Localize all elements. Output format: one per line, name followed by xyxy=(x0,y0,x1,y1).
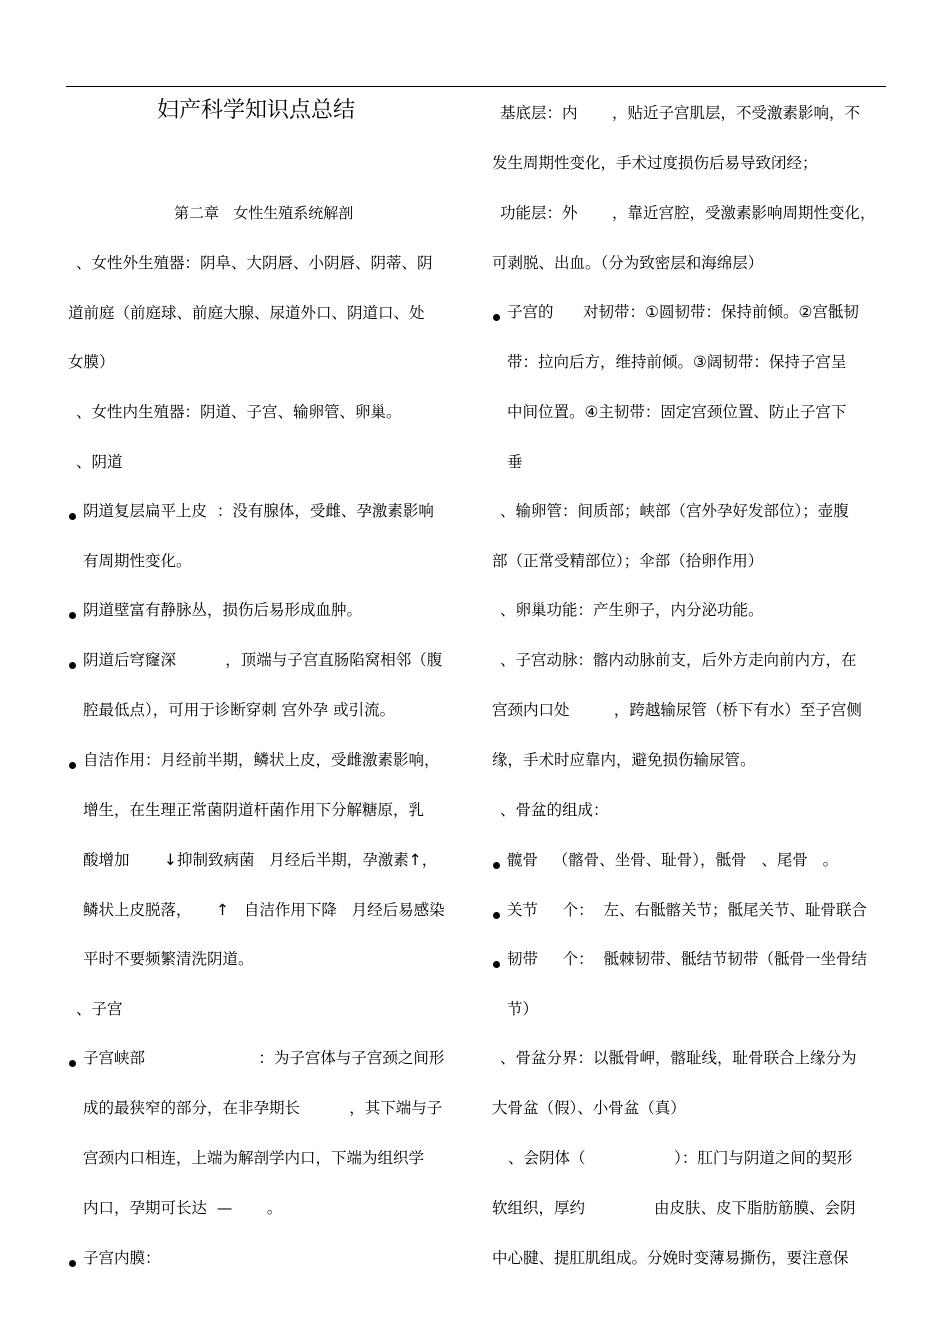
section-heading: 、卵巢功能：产生卵子，内分泌功能。 xyxy=(500,601,764,619)
text-line: 缘，手术时应靠内，避免损伤输尿管。 xyxy=(492,751,756,769)
list-item: 关节 个： 左、右骶髂关节；骶尾关节、耻骨联合 xyxy=(507,901,867,919)
section-heading: 、骨盆分界：以骶骨岬，髂耻线，耻骨联合上缘分为 xyxy=(500,1049,857,1067)
bullet-icon xyxy=(69,612,76,619)
section-heading: 、阴道 xyxy=(76,453,123,471)
list-item: 髋骨 （髂骨、坐骨、耻骨），骶骨 、尾骨 。 xyxy=(507,851,839,869)
list-item-cont: 有周期性变化。 xyxy=(83,552,192,570)
list-item: 子宫峡部 ：为子宫体与子宫颈之间形 xyxy=(83,1049,445,1067)
bullet-icon xyxy=(69,1060,76,1067)
bullet-icon xyxy=(493,862,500,869)
section-heading: 、女性内生殖器：阴道、子宫、输卵管、卵巢。 xyxy=(76,403,402,421)
bullet-icon xyxy=(493,314,500,321)
text-line: 道前庭（前庭球、前庭大腺、尿道外口、阴道口、处 xyxy=(68,304,425,322)
text-line: 中心腱、提肛肌组成。分娩时变薄易撕伤，要注意保 xyxy=(492,1249,849,1267)
list-item: 阴道后穹窿深 ，顶端与子宫直肠陷窝相邻（腹 xyxy=(83,651,443,669)
chapter-heading: 第二章 女性生殖系统解剖 xyxy=(174,204,354,222)
list-item-cont: 中间位置。④主韧带：固定宫颈位置、防止子宫下 xyxy=(507,403,847,421)
list-item-cont: 节） xyxy=(507,1000,539,1018)
text-line: 发生周期性变化，手术过度损伤后易导致闭经； xyxy=(492,154,818,172)
list-item-cont: 鳞状上皮脱落， ↑ 自洁作用下降 月经后易感染 xyxy=(83,901,445,919)
bullet-icon xyxy=(69,1260,76,1267)
list-item: 阴道壁富有静脉丛，损伤后易形成血肿。 xyxy=(83,601,363,619)
bullet-icon xyxy=(69,762,76,769)
text-line: 部（正常受精部位）；伞部（拾卵作用） xyxy=(492,552,764,570)
list-item-cont: 腔最低点），可用于诊断穿刺 宫外孕 或引流。 xyxy=(83,701,396,719)
text-line: 软组织，厚约 由皮肤、皮下脂肪筋膜、会阴 xyxy=(492,1199,856,1217)
page-title: 妇产科学知识点总结 xyxy=(157,98,356,123)
bullet-icon xyxy=(493,961,500,968)
list-item: 韧带 个： 骶棘韧带、骶结节韧带（骶骨一坐骨结 xyxy=(507,950,867,968)
section-heading: 、输卵管：间质部；峡部（宫外孕好发部位）；壶腹 xyxy=(500,502,849,520)
list-item: 子宫内膜： xyxy=(83,1249,161,1267)
section-heading: 、骨盆的组成： xyxy=(500,801,609,819)
list-item-cont: 内口，孕期可长达 — 。 xyxy=(83,1199,283,1217)
list-item-cont: 成的最狭窄的部分，在非孕期长 ，其下端与子 xyxy=(83,1099,443,1117)
bullet-icon xyxy=(493,912,500,919)
section-heading: 、会阴体（ ）：肛门与阴道之间的契形 xyxy=(508,1149,853,1167)
list-item: 自洁作用：月经前半期，鳞状上皮，受雌激素影响， xyxy=(83,751,440,769)
list-item-cont: 增生，在生理正常菌阴道杆菌作用下分解糖原，乳 xyxy=(83,801,425,819)
list-item-cont: 带：拉向后方，维持前倾。③阔韧带：保持子宫呈 xyxy=(507,353,847,371)
text-line: 、女性外生殖器：阴阜、大阴唇、小阴唇、阴蒂、阴 xyxy=(76,254,433,272)
list-item-cont: 平时不要频繁清洗阴道。 xyxy=(83,950,254,968)
text-line: 基底层：内 ，贴近子宫肌层，不受激素影响，不 xyxy=(500,104,860,122)
list-item-cont: 酸增加 ↓抑制致病菌 月经后半期，孕激素↑， xyxy=(83,851,438,869)
bullet-icon xyxy=(69,662,76,669)
text-line: 功能层：外 ，靠近宫腔，受激素影响周期性变化， xyxy=(500,204,876,222)
section-heading: 、子宫动脉：髂内动脉前支，后外方走向前内方，在 xyxy=(500,651,857,669)
list-item: 子宫的 对韧带：①圆韧带：保持前倾。②宫骶韧 xyxy=(507,303,859,321)
list-item-cont: 宫颈内口相连，上端为解剖学内口，下端为组织学 xyxy=(83,1149,425,1167)
section-heading: 、子宫 xyxy=(76,1000,123,1018)
text-line: 大骨盆（假）、小骨盆（真） xyxy=(492,1099,686,1117)
text-line: 女膜） xyxy=(68,353,115,371)
bullet-icon xyxy=(69,513,76,520)
text-line: 宫颈内口处 ，跨越输尿管（桥下有水）至子宫侧 xyxy=(492,701,862,719)
top-rule xyxy=(66,86,886,87)
text-line: 可剥脱、出血。（分为致密层和海绵层） xyxy=(492,254,764,272)
list-item: 阴道复层扁平上皮 ：没有腺体，受雌、孕激素影响 xyxy=(83,502,434,520)
list-item-cont: 垂 xyxy=(507,453,523,471)
